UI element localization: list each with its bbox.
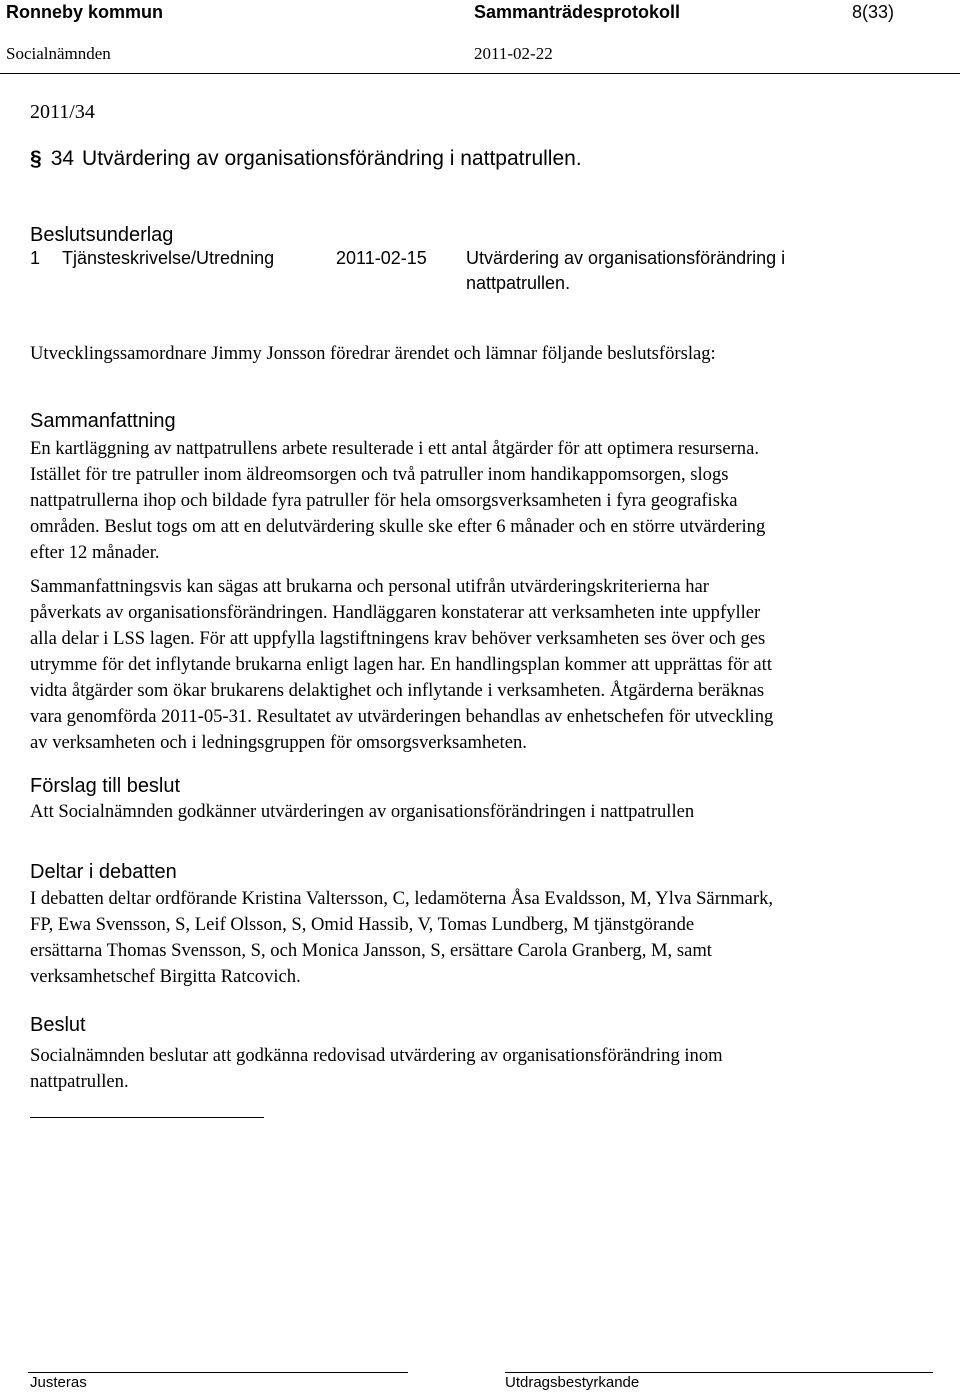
text-line: Istället för tre patruller inom äldreomsorgen och två patruller inom handikappomsorgen, slogs: [30, 464, 729, 485]
sammanfattning-paragraph-1: [30, 436, 935, 566]
footer-rule-left: [28, 1372, 408, 1373]
signature-line: [30, 1117, 264, 1118]
document-type: Sammanträdesprotokoll: [474, 2, 681, 22]
text-line: nattpatrullerna ihop och bildade fyra patruller för hela omsorgsverksamheten i fyra geografiska: [30, 490, 738, 511]
meeting-date: 2011-02-22: [474, 44, 553, 63]
text-line: verksamhetschef Birgitta Ratcovich.: [30, 966, 301, 987]
page-number: 8(33): [852, 2, 895, 22]
text-line: FP, Ewa Svensson, S, Leif Olsson, S, Omid Hassib, V, Tomas Lundberg, M tjänstgörande: [30, 914, 695, 935]
beslut-paragraph: [30, 1043, 935, 1095]
debatt-heading: Deltar i debatten: [30, 861, 177, 883]
beslut-heading: Beslut: [30, 1014, 86, 1036]
text-line: nattpatrullen.: [30, 1071, 129, 1092]
intro-text: Utvecklingssamordnare Jimmy Jonsson föredrar ärendet och lämnar följande beslutsförslag:: [30, 343, 716, 364]
footer-justeras: Justeras: [30, 1374, 87, 1391]
text-line: områden. Beslut togs om att en delutvärdering skulle ske efter 6 månader och en större utvärdering: [30, 516, 766, 537]
forslag-heading: Förslag till beslut: [30, 775, 181, 797]
board-name: Socialnämnden: [6, 44, 111, 63]
case-number: 2011/34: [30, 101, 95, 123]
section-title: [30, 147, 582, 171]
underlag-item-number: 1: [30, 248, 41, 268]
text-line: Socialnämnden beslutar att godkänna redovisad utvärdering av organisationsförändring inom: [30, 1045, 723, 1066]
text-line: vara genomförda 2011-05-31. Resultatet av utvärderingen behandlas av enhetschefen för utveckling: [30, 706, 774, 727]
text-line: I debatten deltar ordförande Kristina Valtersson, C, ledamöterna Åsa Evaldsson, M, Ylva Särnmark,: [30, 888, 774, 909]
debatt-paragraph: [30, 886, 935, 990]
text-line: efter 12 månader.: [30, 542, 160, 563]
underlag-item-title: Utvärdering av organisationsförändring i: [466, 248, 786, 268]
text-line: vidta åtgärder som ökar brukarens delaktighet och inflytande i verksamheten. Åtgärderna beräknas: [30, 680, 765, 701]
forslag-text: Att Socialnämnden godkänner utvärderingen av organisationsförändringen i nattpatrullen: [30, 801, 695, 822]
text-line: ersättarna Thomas Svensson, S, och Monica Jansson, S, ersättare Carola Granberg, M, samt: [30, 940, 712, 961]
footer-rule-right: [505, 1372, 933, 1373]
text-line: utrymme för det inflytande brukarna enligt lagen har. En handlingsplan kommer att upprättas för att: [30, 654, 772, 675]
text-line: En kartläggning av nattpatrullens arbete resulterade i ett antal åtgärder för att optimera resurserna.: [30, 438, 759, 459]
footer-utdragsbestyrkande: Utdragsbestyrkande: [505, 1374, 640, 1391]
underlag-item-title-cont: nattpatrullen.: [466, 273, 571, 293]
text-line: av verksamheten och i ledningsgruppen för omsorgsverksamheten.: [30, 732, 527, 753]
text-line: alla delar i LSS lagen. För att uppfylla lagstiftningens krav behöver verksamheten ses över och ges: [30, 628, 766, 649]
municipality-name: Ronneby kommun: [6, 2, 164, 22]
underlag-item-date: 2011-02-15: [336, 248, 427, 268]
underlag-item-type: Tjänsteskrivelse/Utredning: [62, 248, 275, 268]
text-line: Sammanfattningsvis kan sägas att brukarna och personal utifrån utvärderingskriterierna har: [30, 576, 709, 597]
sammanfattning-heading: Sammanfattning: [30, 410, 176, 432]
section-number: 34: [50, 147, 75, 170]
section-symbol: §: [30, 147, 42, 170]
sammanfattning-paragraph-2: [30, 574, 935, 756]
text-line: påverkats av organisationsförändringen. Handläggaren konstaterar att verksamheten inte uppfyller: [30, 602, 761, 623]
header-divider: [0, 73, 960, 74]
beslutsunderlag-heading: Beslutsunderlag: [30, 224, 174, 246]
section-title-text: Utvärdering av organisationsförändring i nattpatrullen.: [82, 147, 582, 170]
